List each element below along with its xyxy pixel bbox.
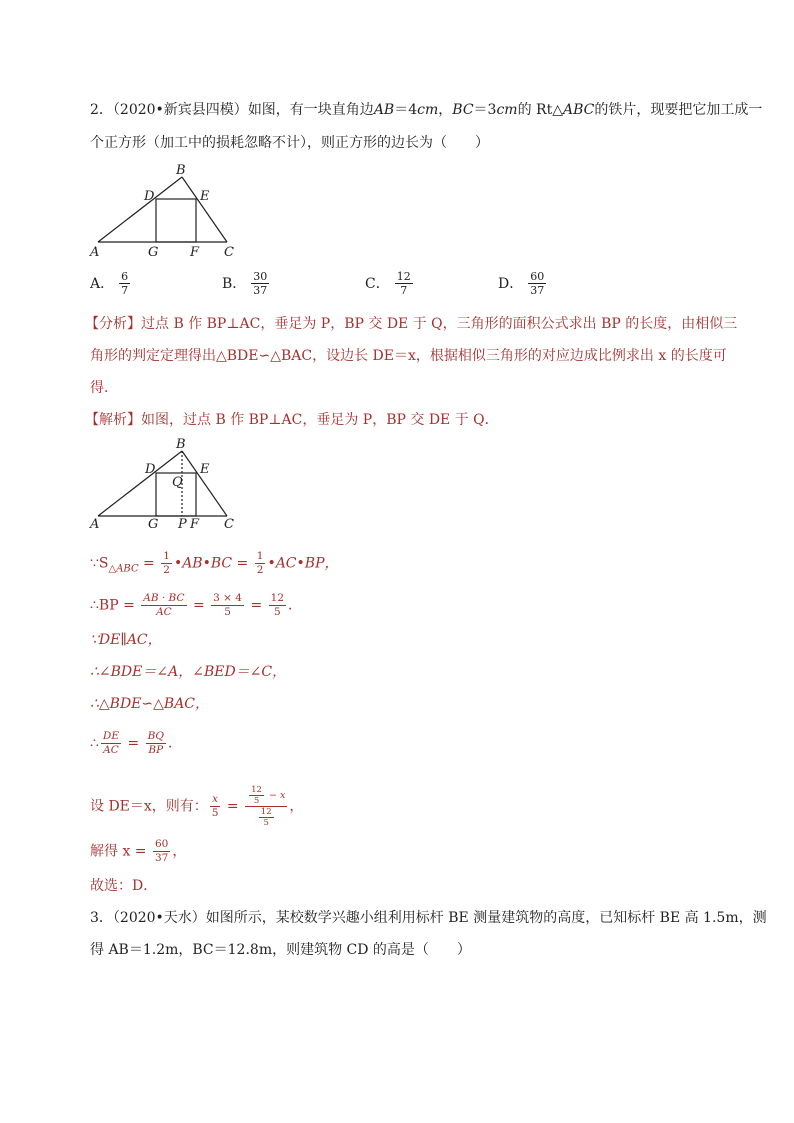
step2-f2-den: 5 [224, 606, 231, 618]
option-b-label: B． [222, 275, 247, 292]
step-ratio: ∴ $\frac{DE}{AC}$ = $\frac{BQ}{BP}$ ． [90, 730, 182, 756]
label2-b: B [176, 437, 186, 452]
step1-half-2-num: 1 [256, 550, 264, 562]
label2-f: F [190, 517, 200, 532]
option-a-den: 7 [121, 284, 129, 297]
label-f: F [190, 245, 200, 260]
step6-frac-1 [101, 730, 121, 757]
step7-inner-bottom-den: 5 [263, 818, 269, 828]
step8-pre: 解得 x = [90, 843, 151, 860]
step2-f1-num: AB · BC [143, 592, 185, 604]
step-area [90, 550, 338, 579]
q2-ab: AB [373, 102, 395, 118]
step2-pre: ∴BP = [90, 597, 140, 614]
q2-number: 2． [90, 102, 113, 118]
step2-f2-num: 3 × 4 [213, 592, 242, 604]
analysis-line-3 [90, 378, 118, 398]
step1-half-1 [161, 550, 172, 577]
step6-end: ． [167, 735, 182, 752]
step-parallel: ∵DE∥AC， [90, 632, 162, 648]
label2-q: Q [172, 475, 183, 490]
step6-f1-num: DE [102, 730, 120, 742]
q2-ab-val: ＝4 [394, 102, 418, 118]
step2-f3-num: 12 [270, 592, 285, 604]
option-c-label: C． [365, 275, 390, 292]
step-similar: ∴△BDE∽△BAC， [90, 696, 210, 712]
label-c: C [224, 245, 234, 260]
step6-frac-2 [146, 730, 166, 757]
side-ab-2 [98, 451, 182, 516]
step1-half-2 [255, 550, 266, 577]
step-bp: ∴BP = $\frac{AB \cdot BC}{AC}$ = $\frac{3 \times 4}{5}$ = $\frac{12}{5}$ ． [90, 592, 303, 618]
q2-source: （2020•新宾县四模） [112, 102, 248, 118]
side-bc-2 [182, 451, 227, 516]
label-d: D [144, 189, 155, 204]
step6-f1-den: AC [103, 744, 119, 756]
step7-inner-bottom-num: 12 [260, 807, 272, 817]
q2-bc: BC [452, 102, 474, 118]
step7-right-num [245, 785, 287, 807]
analysis-text-1: 过点 B 作 BP⊥AC，垂足为 P，BP 交 DE 于 Q，三角形的面积公式求出 BP 的长度，由相似三 [141, 316, 738, 332]
label2-g: G [148, 517, 159, 532]
step6-f2-num: BQ [147, 730, 164, 742]
solution-tag: 【解析】 [85, 412, 141, 428]
step7-inner-top-num: 12 [251, 785, 262, 795]
step2-frac-3 [269, 592, 286, 619]
label2-a: A [90, 517, 100, 532]
figure-triangle-square-with-altitude [90, 436, 250, 536]
label2-p: P [178, 517, 187, 532]
step7-frac-left [210, 793, 221, 820]
label-e: E [200, 189, 210, 204]
analysis-tag: 【分析】 [85, 316, 141, 332]
option-b-den: 37 [253, 284, 268, 297]
option-c-fraction [395, 270, 413, 297]
side-ab [98, 177, 182, 242]
option-a-label: A． [90, 275, 115, 292]
label2-c: C [224, 517, 234, 532]
step1-sub: △ABC [108, 563, 139, 575]
step1-half-2-den: 2 [256, 564, 264, 576]
step2-f1-den: AC [156, 606, 172, 618]
q2-unit-2: cm [496, 102, 518, 118]
option-a-fraction [119, 270, 130, 297]
step6-pre: ∴ [90, 735, 99, 752]
label-b: B [176, 163, 186, 178]
option-d-fraction [528, 270, 546, 297]
step-solution-x [90, 838, 186, 865]
step-equation: 设 DE＝x，则有： $\frac{x}{5}$ = $\frac{12}{5}$ − x $\frac{12}{5}$ ， [90, 785, 304, 828]
option-d-num: 60 [530, 270, 545, 283]
analysis-text-3: 得． [90, 380, 118, 396]
option-c [365, 270, 415, 297]
side-bc [182, 177, 227, 242]
option-c-den: 7 [400, 284, 408, 297]
step8-num: 60 [154, 838, 169, 850]
step1-eq: = [138, 555, 160, 572]
step7-inner-frac-bottom [259, 807, 274, 828]
q2-stem-line-2: 个正方形（加工中的损耗忽略不计），则正方形的边长为（ ） [90, 135, 489, 151]
figure-triangle-square [90, 160, 250, 260]
step6-f2-den: BP [148, 744, 164, 756]
step1-half-1-den: 2 [163, 564, 170, 576]
analysis-line-1 [85, 314, 737, 334]
q2-line-2 [90, 133, 489, 153]
q2-unit: cm [417, 102, 439, 118]
step2-end: ． [288, 597, 303, 614]
analysis-text-2: 角形的判定定理得出△BDE∽△BAC，设边长 DE＝x，根据相似三角形的对应边成比例求出 x 的长度可 [90, 348, 727, 364]
step7-left-den: 5 [211, 807, 219, 819]
step7-left-num: x [210, 793, 221, 807]
step2-f3-den: 5 [273, 606, 281, 618]
step1-mid: •AB•BC = [173, 555, 253, 572]
step-angles: ∴∠BDE＝∠A，∠BED＝∠C， [90, 664, 287, 680]
analysis-line-2 [90, 346, 727, 366]
option-b-fraction [251, 270, 269, 297]
step2-frac-1 [141, 592, 186, 619]
q3-line-1: 3．（2020•天水）如图所示，某校数学兴趣小组利用标杆 BE 测量建筑物的高度，已知标杆 BE 高 1.5m，测 [90, 910, 767, 926]
step1-end: •AC•BP， [267, 555, 339, 572]
option-d-den: 37 [530, 284, 545, 297]
step7-minus-x: − x [265, 790, 286, 801]
q3-line-2: 得 AB＝1.2m，BC＝12.8m，则建筑物 CD 的高是（ ） [90, 942, 471, 958]
q2-rt: 的 Rt△ [517, 102, 563, 118]
step7-end: ， [289, 798, 304, 815]
q2-bc-val: ＝3 [473, 102, 497, 118]
step8-frac [153, 838, 170, 865]
q2-comma: ， [438, 102, 453, 118]
option-d [498, 270, 548, 297]
option-b [222, 270, 271, 297]
step1-because-s: ∵S [90, 555, 109, 572]
step7-inner-top-den: 5 [253, 796, 260, 806]
label-a: A [90, 245, 100, 260]
q2-line-1 [90, 100, 762, 120]
step1-half-1-num: 1 [163, 550, 170, 562]
solution-text-1: 如图，过点 B 作 BP⊥AC，垂足为 P，BP 交 DE 于 Q． [141, 412, 499, 428]
q2-abc: ABC [562, 102, 595, 118]
step7-pre: 设 DE＝x，则有： [90, 798, 208, 815]
label2-d: D [145, 462, 156, 477]
option-a [90, 270, 132, 297]
step7-inner-frac-top [249, 785, 264, 806]
inscribed-square [156, 199, 196, 242]
step8-end: ， [172, 843, 187, 860]
solution-line-1 [85, 410, 499, 430]
label-g: G [148, 245, 159, 260]
label2-e: E [200, 462, 210, 477]
q2-stem-text: 如图，有一块直角边 [247, 102, 374, 118]
step7-right-den [245, 807, 287, 828]
q2-stem-end: 的铁片，现要把它加工成一 [594, 102, 763, 118]
step8-den: 37 [154, 852, 169, 864]
step7-frac-right [245, 785, 287, 828]
option-d-label: D． [498, 275, 524, 292]
answer-choice: 故选：D． [90, 878, 158, 894]
option-b-num: 30 [253, 270, 268, 283]
option-a-num: 6 [121, 270, 129, 283]
step2-frac-2 [211, 592, 244, 619]
option-c-num: 12 [396, 270, 411, 283]
